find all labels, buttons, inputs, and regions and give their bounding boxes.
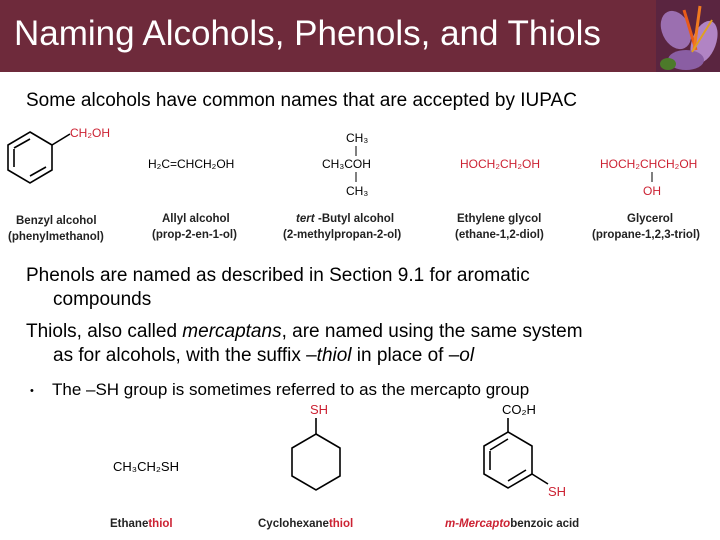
ol-suffix: ol	[459, 345, 475, 366]
label-glycerol: Glycerol	[627, 213, 674, 225]
iupac-glycerol: (propane-1,2,3-triol)	[592, 229, 700, 241]
ethanethiol-formula: CH₃CH₂SH	[113, 459, 179, 474]
allyl-formula: H₂C=CHCH₂OH	[148, 157, 235, 171]
tbutyl-top: CH₃	[346, 131, 369, 145]
benzoic-sh: SH	[548, 484, 567, 499]
label-tbutyl: -Butyl alcohol	[318, 213, 395, 225]
sub-bullet-text: The –SH group is sometimes referred to as the mercapto group	[52, 380, 530, 399]
slide-title: Naming Alcohols, Phenols, and Thiols	[14, 14, 601, 53]
alcohol-labels	[8, 213, 700, 243]
paragraph-phenols	[26, 264, 706, 312]
phenols-line2: compounds	[53, 289, 152, 310]
thiols-mercaptans: mercaptans	[182, 321, 282, 342]
tbutyl-bot: CH₃	[346, 184, 369, 198]
ethylene-glycol-formula: HOCH₂CH₂OH	[460, 157, 540, 171]
glycerol-oh: OH	[643, 184, 661, 198]
iupac-benzyl: (phenylmethanol)	[8, 231, 104, 243]
iupac-allyl: (prop-2-en-1-ol)	[152, 229, 237, 241]
benzyl-formula: CH₂OH	[70, 126, 110, 140]
benzene-ring-1	[8, 132, 70, 183]
label-allyl: Allyl alcohol	[162, 213, 230, 225]
tbutyl-mid: CH₃COH	[322, 157, 371, 171]
thiols-suffix: thiol	[316, 345, 352, 366]
label-benzyl: Benzyl alcohol	[16, 215, 97, 227]
benzoic-ring	[484, 418, 548, 488]
intro-text: Some alcohols have common names that are accepted by IUPAC	[26, 90, 577, 111]
cyclohexane-ring	[292, 418, 340, 490]
bullet-marker: •	[30, 384, 34, 397]
thiols-line2-a: as for alcohols, with the suffix –	[53, 345, 317, 366]
iupac-ethylene-glycol: (ethane-1,2-diol)	[455, 229, 544, 241]
thiols-line2-b: in place of –	[351, 345, 460, 366]
label-tbutyl-prefix: tert	[296, 213, 315, 225]
label-ethanethiol: Ethanethiol	[110, 518, 173, 530]
benzoic-co2h: CO₂H	[502, 402, 536, 417]
body-text	[26, 264, 706, 376]
label-cyclohexanethiol: Cyclohexanethiol	[258, 518, 354, 530]
thiols-line1-b: , are named using the same system	[281, 321, 583, 342]
label-mercaptobenzoic: m-Mercaptobenzoic acid	[445, 518, 580, 530]
thiol-labels	[110, 518, 579, 530]
cyclohexane-sh: SH	[310, 402, 329, 417]
iupac-tbutyl: (2-methylpropan-2-ol)	[283, 229, 402, 241]
thiols-line1-a: Thiols, also called	[26, 321, 183, 342]
phenols-line1: Phenols are named as described in Section 9.1 for aromatic	[26, 265, 530, 286]
label-ethylene-glycol: Ethylene glycol	[457, 213, 542, 225]
sub-bullet	[30, 380, 529, 400]
alcohol-structures	[0, 0, 720, 250]
paragraph-thiols	[26, 320, 706, 368]
glycerol-formula: HOCH₂CHCH₂OH	[600, 157, 698, 171]
